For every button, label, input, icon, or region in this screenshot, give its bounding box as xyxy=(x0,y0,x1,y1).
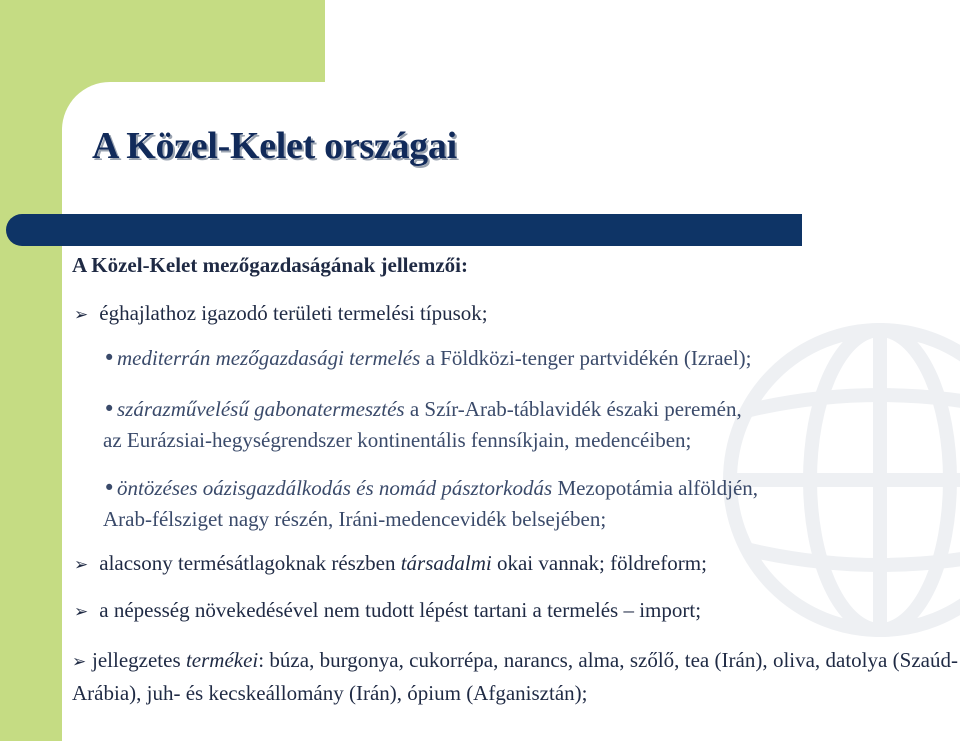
arrow-bullet-icon: ➢ xyxy=(72,652,87,672)
title-underline-bar xyxy=(6,214,802,246)
list-item: ➢ éghajlathoz igazodó területi termelési típusok; xyxy=(74,301,488,325)
list-item: •öntözéses oázisgazdálkodás és nomád pásztorkodás Mezopotámia alföldjén, xyxy=(103,476,759,500)
page-title: A Közel-Kelet országai xyxy=(92,125,457,167)
bullet-icon: • xyxy=(103,346,116,370)
arrow-bullet-icon: ➢ xyxy=(74,305,89,325)
list-item: ➢ a népesség növekedésével nem tudott lépést tartani a termelés – import; xyxy=(74,598,702,622)
list-item: ➢ alacsony termésátlagoknak részben társadalmi okai vannak; földreform; xyxy=(74,551,707,575)
bullet-icon: • xyxy=(103,476,116,500)
list-item: ➢ jellegzetes termékei: búza, burgonya, cukorrépa, narancs, alma, szőlő, tea (Irán), oliva, datolya (Szaúd-Arábia), juh- és kecskeállomány (Irán), ópium (Afganisztán); xyxy=(72,648,958,705)
section-heading: A Közel-Kelet mezőgazdaságának jellemzői: xyxy=(72,253,468,277)
list-item-continuation: Arab-félsziget nagy részén, Iráni-medencevidék belsejében; xyxy=(103,507,607,531)
arrow-bullet-icon: ➢ xyxy=(74,602,89,622)
arrow-bullet-icon: ➢ xyxy=(74,555,89,575)
list-item: •mediterrán mezőgazdasági termelés a Földközi-tenger partvidékén (Izrael); xyxy=(103,346,752,370)
list-item-continuation: az Eurázsiai-hegységrendszer kontinentális fennsíkjain, medencéiben; xyxy=(103,428,692,452)
list-item: •szárazművelésű gabonatermesztés a Szír-Arab-táblavidék északi peremén, xyxy=(103,397,742,421)
bullet-icon: • xyxy=(103,397,116,421)
